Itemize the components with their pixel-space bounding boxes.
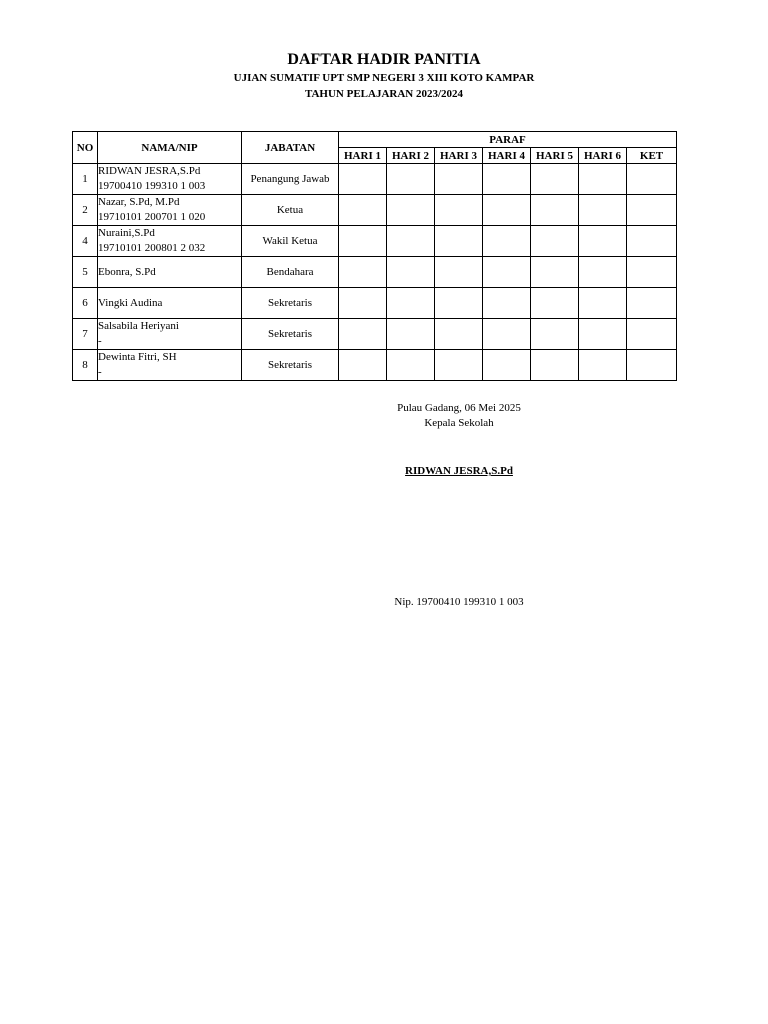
row-no: 4 [73, 226, 98, 257]
sign-cell-day-5[interactable] [531, 257, 579, 288]
row-name: Vingki Audina [98, 296, 163, 309]
sign-cell-day-2[interactable] [387, 288, 435, 319]
row-name: Nuraini,S.Pd [98, 227, 155, 239]
sign-cell-day-3[interactable] [435, 257, 483, 288]
row-name: Ebonra, S.Pd [98, 265, 156, 278]
row-nip: - [98, 366, 102, 378]
sign-cell-day-2[interactable] [387, 226, 435, 257]
signature-name: RIDWAN JESRA,S.Pd [405, 465, 513, 477]
row-nip: - [98, 335, 102, 347]
sign-cell-day-6[interactable] [579, 288, 627, 319]
row-position: Sekretaris [242, 319, 339, 350]
sign-cell-day-6[interactable] [579, 226, 627, 257]
sign-cell-day-2[interactable] [387, 164, 435, 195]
sign-cell-day-6[interactable] [579, 195, 627, 226]
header-no: NO [73, 132, 98, 164]
table-row [73, 195, 677, 226]
sign-cell-day-1[interactable] [339, 226, 387, 257]
row-no: 7 [73, 319, 98, 350]
sign-cell-day-5[interactable] [531, 288, 579, 319]
row-position: Ketua [242, 195, 339, 226]
row-no: 2 [73, 195, 98, 226]
header-day-5: HARI 5 [531, 148, 579, 164]
table-row [73, 164, 677, 195]
signature-place-date: Pulau Gadang, 06 Mei 2025 [397, 402, 521, 414]
row-name-nip [98, 226, 242, 257]
header-day-4: HARI 4 [483, 148, 531, 164]
table-row [73, 257, 677, 288]
sign-cell-day-2[interactable] [387, 350, 435, 381]
sign-cell-day-4[interactable] [483, 226, 531, 257]
row-name-nip [98, 319, 242, 350]
row-name: RIDWAN JESRA,S.Pd [98, 165, 201, 177]
document-subtitle-year: TAHUN PELAJARAN 2023/2024 [304, 88, 464, 100]
ket-cell[interactable] [627, 288, 677, 319]
sign-cell-day-3[interactable] [435, 350, 483, 381]
ket-cell[interactable] [627, 319, 677, 350]
sign-cell-day-1[interactable] [339, 319, 387, 350]
document-subtitle-exam: UJIAN SUMATIF UPT SMP NEGERI 3 XIII KOTO KAMPAR [233, 72, 535, 84]
sign-cell-day-4[interactable] [483, 164, 531, 195]
sign-cell-day-1[interactable] [339, 350, 387, 381]
row-name-nip [98, 350, 242, 381]
sign-cell-day-5[interactable] [531, 195, 579, 226]
sign-cell-day-6[interactable] [579, 164, 627, 195]
row-no: 6 [73, 288, 98, 319]
header-day-2: HARI 2 [387, 148, 435, 164]
sign-cell-day-3[interactable] [435, 226, 483, 257]
sign-cell-day-6[interactable] [579, 319, 627, 350]
ket-cell[interactable] [627, 195, 677, 226]
row-nip: 19710101 200701 1 020 [98, 211, 206, 223]
header-paraf: PARAF [339, 132, 677, 148]
sign-cell-day-4[interactable] [483, 195, 531, 226]
table-row [73, 319, 677, 350]
sign-cell-day-2[interactable] [387, 319, 435, 350]
sign-cell-day-3[interactable] [435, 164, 483, 195]
sign-cell-day-6[interactable] [579, 257, 627, 288]
sign-cell-day-5[interactable] [531, 350, 579, 381]
row-name-nip [98, 195, 242, 226]
sign-cell-day-4[interactable] [483, 257, 531, 288]
sign-cell-day-3[interactable] [435, 288, 483, 319]
row-position: Sekretaris [242, 350, 339, 381]
row-name: Nazar, S.Pd, M.Pd [98, 196, 180, 208]
sign-cell-day-4[interactable] [483, 288, 531, 319]
sign-cell-day-1[interactable] [339, 257, 387, 288]
row-name: Salsabila Heriyani [98, 320, 179, 332]
header-ket: KET [627, 148, 677, 164]
ket-cell[interactable] [627, 350, 677, 381]
row-name-nip [98, 288, 242, 319]
signature-role: Kepala Sekolah [424, 417, 494, 429]
row-position: Wakil Ketua [242, 226, 339, 257]
row-no: 5 [73, 257, 98, 288]
row-name-nip [98, 164, 242, 195]
row-name-nip [98, 257, 242, 288]
row-no: 1 [73, 164, 98, 195]
header-position: JABATAN [242, 132, 339, 164]
ket-cell[interactable] [627, 164, 677, 195]
sign-cell-day-5[interactable] [531, 319, 579, 350]
row-position: Penangung Jawab [242, 164, 339, 195]
sign-cell-day-3[interactable] [435, 195, 483, 226]
header-day-6: HARI 6 [579, 148, 627, 164]
sign-cell-day-1[interactable] [339, 164, 387, 195]
row-nip: 19710101 200801 2 032 [98, 242, 206, 254]
row-position: Bendahara [242, 257, 339, 288]
sign-cell-day-6[interactable] [579, 350, 627, 381]
header-name-nip: NAMA/NIP [98, 132, 242, 164]
sign-cell-day-5[interactable] [531, 226, 579, 257]
row-no: 8 [73, 350, 98, 381]
header-day-3: HARI 3 [435, 148, 483, 164]
document-title: DAFTAR HADIR PANITIA [287, 51, 481, 68]
attendance-table [72, 131, 677, 381]
ket-cell[interactable] [627, 257, 677, 288]
sign-cell-day-4[interactable] [483, 319, 531, 350]
sign-cell-day-2[interactable] [387, 257, 435, 288]
sign-cell-day-4[interactable] [483, 350, 531, 381]
signature-nip: Nip. 19700410 199310 1 003 [394, 596, 524, 608]
table-row [73, 226, 677, 257]
ket-cell[interactable] [627, 226, 677, 257]
sign-cell-day-5[interactable] [531, 164, 579, 195]
row-nip: 19700410 199310 1 003 [98, 180, 206, 192]
sign-cell-day-1[interactable] [339, 288, 387, 319]
header-day-1: HARI 1 [339, 148, 387, 164]
sign-cell-day-2[interactable] [387, 195, 435, 226]
table-row [73, 288, 677, 319]
sign-cell-day-1[interactable] [339, 195, 387, 226]
row-name: Dewinta Fitri, SH [98, 351, 177, 363]
row-position: Sekretaris [242, 288, 339, 319]
sign-cell-day-3[interactable] [435, 319, 483, 350]
table-row [73, 350, 677, 381]
